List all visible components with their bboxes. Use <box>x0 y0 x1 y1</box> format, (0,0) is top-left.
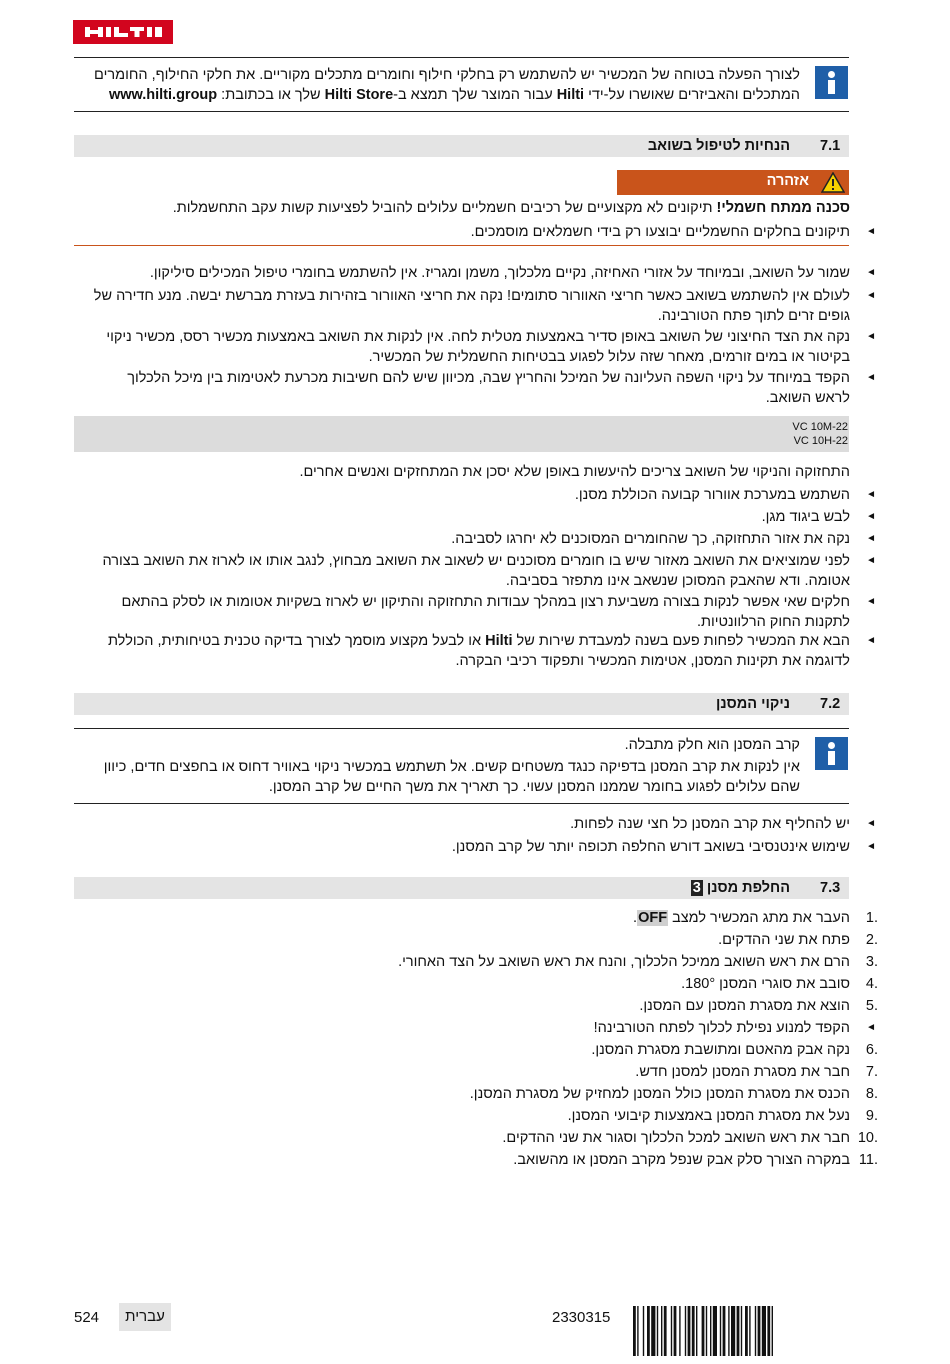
bullet-arrow-icon: ◄ <box>866 533 876 544</box>
section-title: הנחיות לטיפול בשואב <box>647 138 790 154</box>
intro-note-line2: המתכלים והאביזרים שאושרו על-ידי Hilti עבור המוצר שלך תמצא ב-Hilti Store שלך או בכתובת: www.hilti.group <box>108 87 800 103</box>
list-item: ◄ השתמש במערכת אוורור קבועה הכוללת מסנן. <box>574 487 876 503</box>
list-item: ◄ שימוש אינטנסיבי בשואב דורש החלפה תכופה יותר של קרב המסנן. <box>451 839 876 855</box>
divider <box>74 803 849 804</box>
step-item: 10. חבר את ראש השואב למכל הלכלוך וסגור את שני ההדקים. <box>502 1130 878 1146</box>
list-item: ◄ הבא את המכשיר לפחות פעם בשנה למעבדת שירות של Hilti או לבעל מקצוע מוסמך לצורך בדיקה טכנית בטיחותית, הכוללת לדוגמה את תקינות המסנן, אטימות המכשיר ותפקוד רכיבי הבקרה. <box>107 633 876 669</box>
models-bar <box>74 416 849 452</box>
step-item: 4. סובב את סוגרי המסנן 180°. <box>681 976 878 992</box>
warning-divider <box>74 245 849 246</box>
step-note: ◄ הקפד למנוע נפילת לכלוך לפתח הטורבינה! <box>593 1020 876 1036</box>
step-item: 11. במקרה הצורך סלק אבק שנפל מקרב המסנן או מהשואב. <box>513 1152 878 1168</box>
barcode-icon <box>633 1306 848 1356</box>
step-item: 2. פתח את שני ההדקים. <box>718 932 878 948</box>
filter-info-line2: אין לנקות את קרב המסנן בדפיקה כנגד משטחים קשים. אל תשתמש במכשיר ניקוי באוויר דחוס או בחפצים חדים, כיוון <box>103 759 800 775</box>
bullet-arrow-icon: ◄ <box>866 555 876 566</box>
hilti-url-link[interactable]: www.hilti.group <box>108 87 218 103</box>
bullet-arrow-icon: ◄ <box>866 1022 876 1033</box>
bullet-arrow-icon: ◄ <box>866 818 876 829</box>
bullet-arrow-icon: ◄ <box>866 841 876 852</box>
list-item: ◄ יש להחליף את קרב המסנן כל חצי שנה לפחות. <box>570 816 876 832</box>
model-name: VC 10H-22 <box>793 435 848 447</box>
step-item: 9. נעל את מסגרת המסנן באמצעות קיבועי המסנן. <box>567 1108 878 1124</box>
bullet-arrow-icon: ◄ <box>866 267 876 278</box>
section-number: 7.1 <box>820 138 841 154</box>
maintenance-intro: התחזוקה והניקוי של השואב צריכים להיעשות באופן שלא יסכן את המתחזקים ואנשים אחרים. <box>299 464 850 480</box>
warning-triangle-icon <box>821 172 845 193</box>
filter-info-line1: קרב המסנן הוא חלק מתבלה. <box>624 737 800 753</box>
section-title: ניקוי המסנן <box>716 696 790 712</box>
model-name: VC 10M-22 <box>792 421 848 433</box>
list-item: ◄ הקפד במיוחד על ניקוי השפה העליונה של המיכל והחריץ שבה, מכיוון שיש להם חשיבות מכרעת לאטימות בין מיכל הלכלוך לראש השואב. <box>127 370 876 406</box>
bullet-arrow-icon: ◄ <box>866 489 876 500</box>
section-title: החלפת מסנן 3 <box>692 880 790 896</box>
divider <box>74 728 849 729</box>
figure-reference-badge: 3 <box>692 880 701 896</box>
list-item: ◄ לבש ביגוד מגן. <box>761 509 876 525</box>
step-item: 8. הכנס את מסגרת המסנן כולל המסנן למחזיק של מסגרת המסנן. <box>469 1086 878 1102</box>
warning-banner <box>617 170 849 195</box>
hilti-logo-graphic <box>73 20 173 44</box>
page-number: 524 <box>74 1309 100 1326</box>
info-icon <box>815 737 848 770</box>
bullet-arrow-icon: ◄ <box>866 635 876 646</box>
hilti-logo <box>73 20 173 44</box>
info-icon <box>815 66 848 99</box>
list-item: ◄ נקה את הצד החיצוני של השואב באופן סדיר באמצעות מטלית לחה. אין לנקות את השואב באמצעות מכשיר רסס, מכשיר ניקוי בקיטור או במים זורמים, מאחר שזה עלול לפגוע בבטיחות החשמלית של המכשיר. <box>106 329 876 365</box>
model-list <box>792 420 848 448</box>
filter-info-line3: שהם עלולים לפגוע בחומר שממנו המסנן עשוי. כך תאריך את משך החיים של קרב המסנן. <box>268 779 800 795</box>
document-number: 2330315 <box>552 1309 611 1326</box>
danger-bullet: ◄ תיקונים בחלקים החשמליים יבוצעו רק בידי חשמלאים מוסמכים. <box>470 224 876 240</box>
language-badge <box>119 1303 171 1331</box>
warning-label: אזהרה <box>766 173 809 189</box>
bullet-arrow-icon: ◄ <box>866 596 876 607</box>
step-item: 5. הוצא את מסגרת המסנן עם המסנן. <box>639 998 878 1014</box>
language-label: עברית <box>125 1308 165 1325</box>
list-item: ◄ לעולם אין להשתמש בשואב כאשר חריצי האוורור סתומים! נקה את חריצי האוורור בזהירות בעזרת מברשת יבשה. מנע חדירה של גופים זרים לתוך פתח הטורבינה. <box>93 288 876 324</box>
bullet-arrow-icon: ◄ <box>866 372 876 383</box>
section-number: 7.2 <box>820 696 841 712</box>
divider <box>74 111 849 112</box>
divider <box>74 57 849 58</box>
danger-statement: סכנה ממתח חשמלי! תיקונים לא מקצועיים של רכיבים חשמליים עלולים להוביל לפציעות קשות עקב התחשמלות. <box>172 200 850 216</box>
step-item: 7. חבר את מסגרת המסנן למסנן חדש. <box>635 1064 878 1080</box>
bullet-arrow-icon: ◄ <box>866 511 876 522</box>
list-item: ◄ לפני שמוציאים את השואב מאזור שיש בו חומרים מסוכנים יש לשאוב את השואב מבחוץ, לנגב אותו או לארוז את השואב בצורה אטומה. ודא שהאבק המסוכן שנשאב אינו מתפזר בסביבה. <box>102 553 876 589</box>
section-number: 7.3 <box>820 880 841 896</box>
step-item: 1. העבר את מתג המכשיר למצב OFF. <box>633 910 878 926</box>
bullet-arrow-icon: ◄ <box>866 290 876 301</box>
list-item: ◄ חלקים שאי אפשר לנקות בצורה משביעת רצון במהלך עבודות התחזוקה והתיקון יש לארוז בשקיות אטומות או לסלק בהתאם לתקנות החוק הרלוונטיות. <box>121 594 876 630</box>
bullet-arrow-icon: ◄ <box>866 331 876 342</box>
list-item: ◄ נקה את אזור התחזוקה, כך שהחומרים המסוכנים לא יחרגו לסביבה. <box>451 531 876 547</box>
list-item: ◄ שמור על השואב, ובמיוחד על אזורי האחיזה, נקיים מלכלוך, משמן ומגריז. אין להשתמש בחומרי טיפול המכילים סיליקון. <box>149 265 876 281</box>
intro-note-line1: לצורך הפעלה בטוחה של המכשיר יש להשתמש רק בחלקי חילוף וחומרים מתכלים מקוריים. את חלקי החילוף, החומרים <box>94 67 800 83</box>
step-item: 3. הרם את ראש השואב ממיכל הלכלוך, והנח את ראש השואב על הצד האחורי. <box>398 954 878 970</box>
bullet-arrow-icon: ◄ <box>866 226 876 237</box>
barcode-graphic <box>633 1306 848 1356</box>
step-item: 6. נקה אבק מהאטם ומתושבת מסגרת המסנן. <box>591 1042 878 1058</box>
off-label: OFF <box>638 910 668 926</box>
